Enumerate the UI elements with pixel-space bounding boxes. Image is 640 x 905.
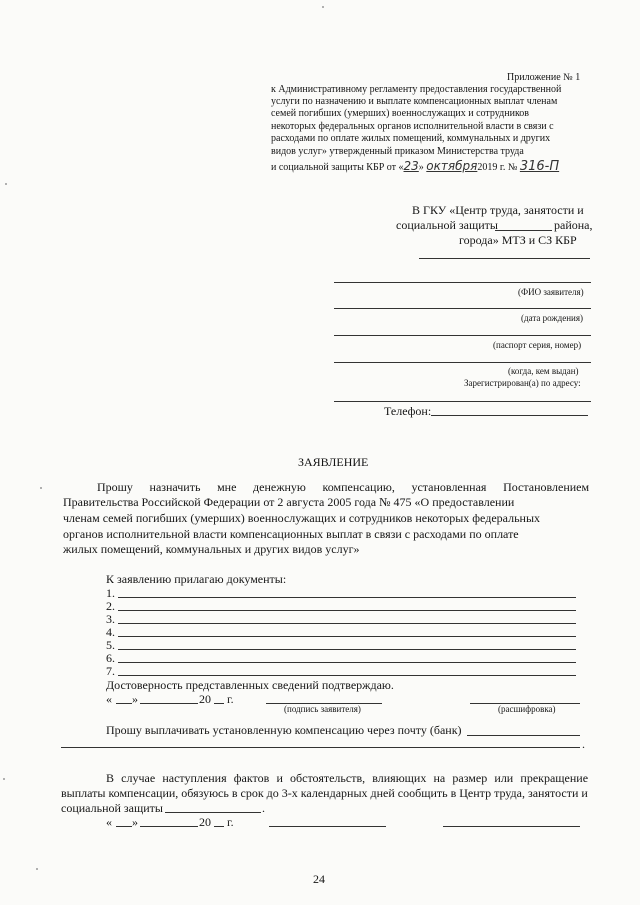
word: или <box>494 771 514 785</box>
confirm-year-suffix: г. <box>227 692 234 706</box>
notice-year-prefix: 20 <box>199 815 211 829</box>
confirm-date-close: » <box>132 692 138 706</box>
fio-caption: (ФИО заявителя) <box>518 287 584 297</box>
request-line-3: членам семей погибших (умерших) военнослужащих и сотрудников некоторых федеральных <box>63 511 541 525</box>
scan-speck <box>3 778 5 780</box>
word: фактов <box>233 771 270 785</box>
document-input-line[interactable] <box>118 675 576 676</box>
notice-day-input[interactable] <box>116 826 132 827</box>
notice-date-close: » <box>132 815 138 829</box>
annex-title: Приложение № 1 <box>507 72 581 83</box>
issued-by-caption: (когда, кем выдан) <box>508 366 579 376</box>
payment-details-input-line[interactable] <box>61 747 580 748</box>
word: размер <box>452 771 488 785</box>
annex-line: услуги по назначению и выплате компенсационных выплат членам <box>271 96 558 107</box>
word: наступления <box>162 771 227 785</box>
notice-line-1 <box>106 771 588 786</box>
signature-decode-caption: (расшифровка) <box>498 704 556 714</box>
addressee-line3: города» МТЗ и СЗ КБР <box>459 233 577 247</box>
birth-date-caption: (дата рождения) <box>521 313 583 323</box>
annex-line: к Административному регламенту предоставления государственной <box>271 84 562 95</box>
confirm-month-input[interactable] <box>140 703 198 704</box>
word: компенсацию, <box>322 480 395 494</box>
phone-input-line[interactable] <box>431 415 588 416</box>
notice-year-input[interactable] <box>214 826 224 827</box>
word: прекращение <box>520 771 589 785</box>
notice-service-input-line[interactable] <box>165 812 261 813</box>
word: случае <box>121 771 156 785</box>
request-line-4: органов исполнительной власти компенсационных выплат в связи с расходами по оплате <box>63 527 519 541</box>
request-line-5: жилых помещений, коммунальных и других видов услуг» <box>63 542 360 556</box>
word: денежную <box>253 480 306 494</box>
notice-month-input[interactable] <box>140 826 198 827</box>
annex-approval-line <box>271 159 559 174</box>
handwritten-month: октября <box>426 159 478 173</box>
notice-year-suffix: г. <box>227 815 234 829</box>
documents-label: К заявлению прилагаю документы: <box>106 572 287 586</box>
addressee-line2-suffix: района, <box>554 218 593 232</box>
district-blank-line[interactable] <box>495 230 552 231</box>
document-input-line[interactable] <box>118 662 576 663</box>
document-input-line[interactable] <box>118 623 576 624</box>
word: обстоятельств, <box>290 771 366 785</box>
annex-line: расходами по оплате жилых помещений, коммунальных и других <box>271 133 551 144</box>
word: Постановлением <box>503 480 590 494</box>
birth-date-input-line[interactable] <box>334 308 591 309</box>
word: назначить <box>149 480 201 494</box>
document-heading: ЗАЯВЛЕНИЕ <box>298 455 369 469</box>
document-number: 1. <box>106 586 115 600</box>
addressee-blank-line[interactable] <box>419 258 590 259</box>
document-number: 5. <box>106 638 115 652</box>
document-input-line[interactable] <box>118 597 576 598</box>
addressee-line2-prefix: социальной защиты <box>396 218 498 232</box>
word: и <box>276 771 283 785</box>
annex-line: некоторых федеральных органов исполнительной власти в связи с <box>271 121 554 132</box>
request-line-1 <box>97 480 589 495</box>
registered-caption: Зарегистрирован(а) по адресу: <box>464 378 581 388</box>
payment-method-input-line[interactable] <box>467 735 580 736</box>
word: Прошу <box>97 480 133 494</box>
scan-speck <box>36 868 38 870</box>
passport-input-line[interactable] <box>334 335 591 336</box>
page-number: 24 <box>313 872 325 886</box>
handwritten-day: 23 <box>403 159 419 173</box>
request-line-2: Правительства Российской Федерации от 2 августа 2005 года № 475 «О предоставлении <box>63 495 515 509</box>
handwritten-order-number: 316-П <box>519 159 560 174</box>
notice-decode-input-line[interactable] <box>443 826 580 827</box>
signature-caption: (подпись заявителя) <box>284 704 361 714</box>
annex-line: семей погибших (умерших) военнослужащих и сотрудников <box>271 108 530 119</box>
confirm-day-input[interactable] <box>116 703 132 704</box>
annex-line: видов услуг» утвержденный приказом Министерства труда <box>271 146 524 157</box>
annex-day-close: » <box>418 162 424 173</box>
notice-line-3-prefix: социальной защиты <box>61 801 163 815</box>
payment-text: Прошу выплачивать установленную компенсацию через почту (банк) <box>106 723 462 737</box>
address-input-line[interactable] <box>334 401 591 402</box>
notice-signature-input-line[interactable] <box>269 826 386 827</box>
document-input-line[interactable] <box>118 649 576 650</box>
confirm-date-open: « <box>106 692 112 706</box>
payment-end-dot: . <box>582 737 585 751</box>
document-input-line[interactable] <box>118 610 576 611</box>
addressee-line1: В ГКУ «Центр труда, занятости и <box>412 203 584 217</box>
word: установленная <box>411 480 487 494</box>
passport-caption: (паспорт серия, номер) <box>493 340 582 350</box>
annex-year: 2019 г. № <box>477 162 518 173</box>
document-number: 4. <box>106 625 115 639</box>
issued-by-input-line[interactable] <box>334 362 591 363</box>
phone-label: Телефон: <box>384 404 432 418</box>
scan-speck <box>322 6 324 8</box>
fio-input-line[interactable] <box>334 282 591 283</box>
document-number: 2. <box>106 599 115 613</box>
document-number: 3. <box>106 612 115 626</box>
confirm-year-prefix: 20 <box>199 692 211 706</box>
annex-approval-prefix: и социальной защиты КБР от « <box>271 162 404 173</box>
word: влияющих <box>372 771 427 785</box>
document-input-line[interactable] <box>118 636 576 637</box>
notice-date-open: « <box>106 815 112 829</box>
document-number: 6. <box>106 651 115 665</box>
scan-speck <box>5 183 7 185</box>
word: В <box>106 771 115 785</box>
notice-line-3-suffix: . <box>262 801 265 815</box>
notice-line-2: выплаты компенсации, обязуюсь в срок до 3-х календарных дней сообщить в Центр труда, занятости и <box>61 786 588 800</box>
confirmation-text: Достоверность представленных сведений подтверждаю. <box>106 678 394 692</box>
word: мне <box>217 480 237 494</box>
document-number: 7. <box>106 664 115 678</box>
confirm-year-input[interactable] <box>214 703 224 704</box>
scan-speck <box>40 487 42 489</box>
word: на <box>433 771 446 785</box>
